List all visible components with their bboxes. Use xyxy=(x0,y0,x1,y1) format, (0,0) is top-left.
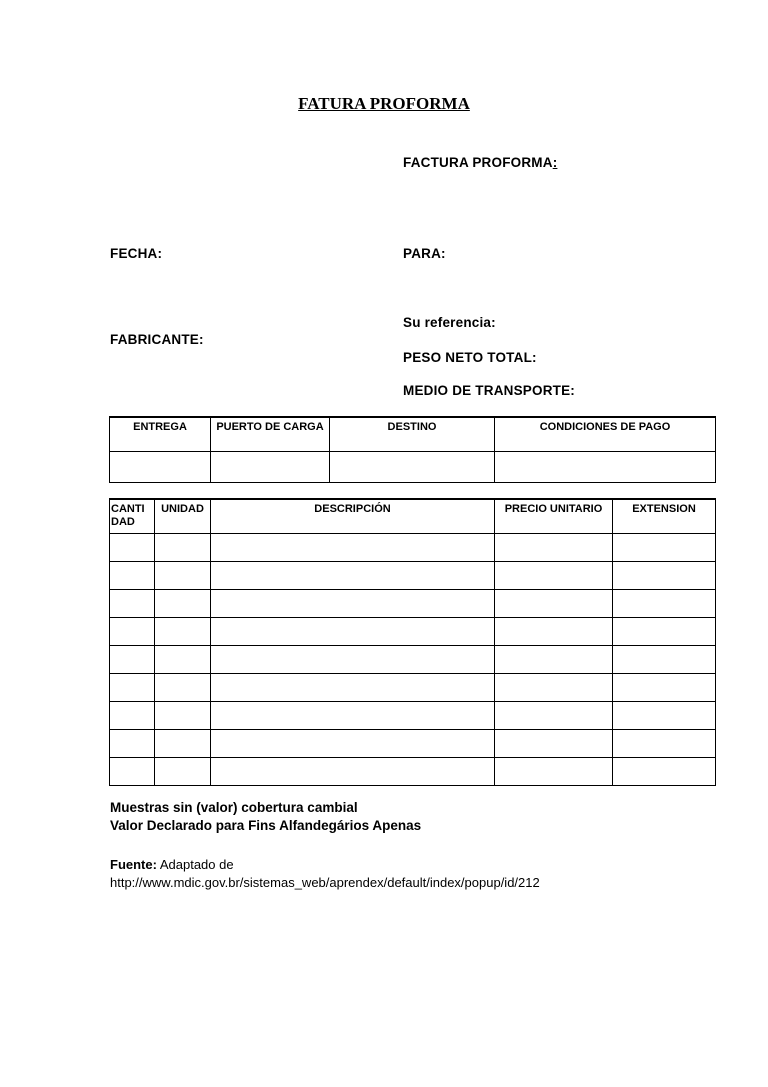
table-row xyxy=(110,758,716,786)
extension-cell[interactable] xyxy=(613,562,716,590)
precio-unitario-cell[interactable] xyxy=(495,730,613,758)
document-title: FATURA PROFORMA xyxy=(298,94,470,113)
header-cantidad: CANTI DAD xyxy=(110,499,155,534)
precio-unitario-cell[interactable] xyxy=(495,618,613,646)
precio-unitario-cell[interactable] xyxy=(495,562,613,590)
shipping-header-row xyxy=(110,417,716,452)
header-puerto-de-carga: PUERTO DE CARGA xyxy=(211,417,330,452)
factura-proforma-text: FACTURA PROFORMA xyxy=(403,155,553,170)
cantidad-cell[interactable] xyxy=(110,590,155,618)
fecha-label: FECHA: xyxy=(110,246,163,261)
entrega-cell[interactable] xyxy=(110,452,211,483)
source-line xyxy=(110,857,234,872)
header-entrega: ENTREGA xyxy=(110,417,211,452)
cantidad-cell[interactable] xyxy=(110,646,155,674)
medio-transporte-label: MEDIO DE TRANSPORTE: xyxy=(403,383,576,398)
cantidad-cell[interactable] xyxy=(110,674,155,702)
precio-unitario-cell[interactable] xyxy=(495,674,613,702)
descripcion-cell[interactable] xyxy=(211,674,495,702)
header-precio-unitario: PRECIO UNITARIO xyxy=(495,499,613,534)
header-descripcion: DESCRIPCIÓN xyxy=(211,499,495,534)
precio-unitario-cell[interactable] xyxy=(495,534,613,562)
descripcion-cell[interactable] xyxy=(211,730,495,758)
unidad-cell[interactable] xyxy=(155,618,211,646)
items-header-row xyxy=(110,499,716,534)
puerto-de-carga-cell[interactable] xyxy=(211,452,330,483)
condiciones-de-pago-cell[interactable] xyxy=(495,452,716,483)
unidad-cell[interactable] xyxy=(155,758,211,786)
destino-cell[interactable] xyxy=(330,452,495,483)
header-extension: EXTENSION xyxy=(613,499,716,534)
descripcion-cell[interactable] xyxy=(211,562,495,590)
table-row xyxy=(110,618,716,646)
descripcion-cell[interactable] xyxy=(211,534,495,562)
extension-cell[interactable] xyxy=(613,618,716,646)
item-rows xyxy=(110,534,716,786)
extension-cell[interactable] xyxy=(613,758,716,786)
shipping-input-row xyxy=(110,452,716,483)
unidad-cell[interactable] xyxy=(155,702,211,730)
unidad-cell[interactable] xyxy=(155,730,211,758)
para-label: PARA: xyxy=(403,246,446,261)
table-row xyxy=(110,646,716,674)
extension-cell[interactable] xyxy=(613,674,716,702)
unidad-cell[interactable] xyxy=(155,674,211,702)
table-row xyxy=(110,674,716,702)
factura-proforma-colon: : xyxy=(552,155,558,170)
cantidad-cell[interactable] xyxy=(110,758,155,786)
table-row xyxy=(110,590,716,618)
cantidad-cell[interactable] xyxy=(110,702,155,730)
cantidad-cell[interactable] xyxy=(110,534,155,562)
header-condiciones-de-pago: CONDICIONES DE PAGO xyxy=(495,417,716,452)
source-label: Fuente: xyxy=(110,857,157,872)
source-text: Adaptado de xyxy=(156,857,234,872)
header-unidad: UNIDAD xyxy=(155,499,211,534)
cantidad-cell[interactable] xyxy=(110,562,155,590)
footer-line-1: Muestras sin (valor) cobertura cambial xyxy=(110,800,358,815)
precio-unitario-cell[interactable] xyxy=(495,646,613,674)
source-url: http://www.mdic.gov.br/sistemas_web/aprendex/default/index/popup/id/212 xyxy=(110,875,540,890)
table-row xyxy=(110,702,716,730)
descripcion-cell[interactable] xyxy=(211,646,495,674)
descripcion-cell[interactable] xyxy=(211,758,495,786)
precio-unitario-cell[interactable] xyxy=(495,702,613,730)
footer-line-2: Valor Declarado para Fins Alfandegários Apenas xyxy=(110,818,422,833)
cantidad-cell[interactable] xyxy=(110,730,155,758)
extension-cell[interactable] xyxy=(613,590,716,618)
extension-cell[interactable] xyxy=(613,730,716,758)
table-row xyxy=(110,534,716,562)
cantidad-cell[interactable] xyxy=(110,618,155,646)
items-table xyxy=(109,498,716,786)
referencia-label: Su referencia: xyxy=(403,315,496,330)
peso-neto-label: PESO NETO TOTAL: xyxy=(403,350,537,365)
header-destino: DESTINO xyxy=(330,417,495,452)
fabricante-label: FABRICANTE: xyxy=(110,332,204,347)
descripcion-cell[interactable] xyxy=(211,590,495,618)
unidad-cell[interactable] xyxy=(155,646,211,674)
table-row xyxy=(110,730,716,758)
shipping-table xyxy=(109,416,716,483)
precio-unitario-cell[interactable] xyxy=(495,758,613,786)
descripcion-cell[interactable] xyxy=(211,618,495,646)
descripcion-cell[interactable] xyxy=(211,702,495,730)
unidad-cell[interactable] xyxy=(155,590,211,618)
extension-cell[interactable] xyxy=(613,702,716,730)
extension-cell[interactable] xyxy=(613,646,716,674)
unidad-cell[interactable] xyxy=(155,534,211,562)
extension-cell[interactable] xyxy=(613,534,716,562)
precio-unitario-cell[interactable] xyxy=(495,590,613,618)
factura-proforma-label xyxy=(403,155,557,170)
table-row xyxy=(110,562,716,590)
unidad-cell[interactable] xyxy=(155,562,211,590)
